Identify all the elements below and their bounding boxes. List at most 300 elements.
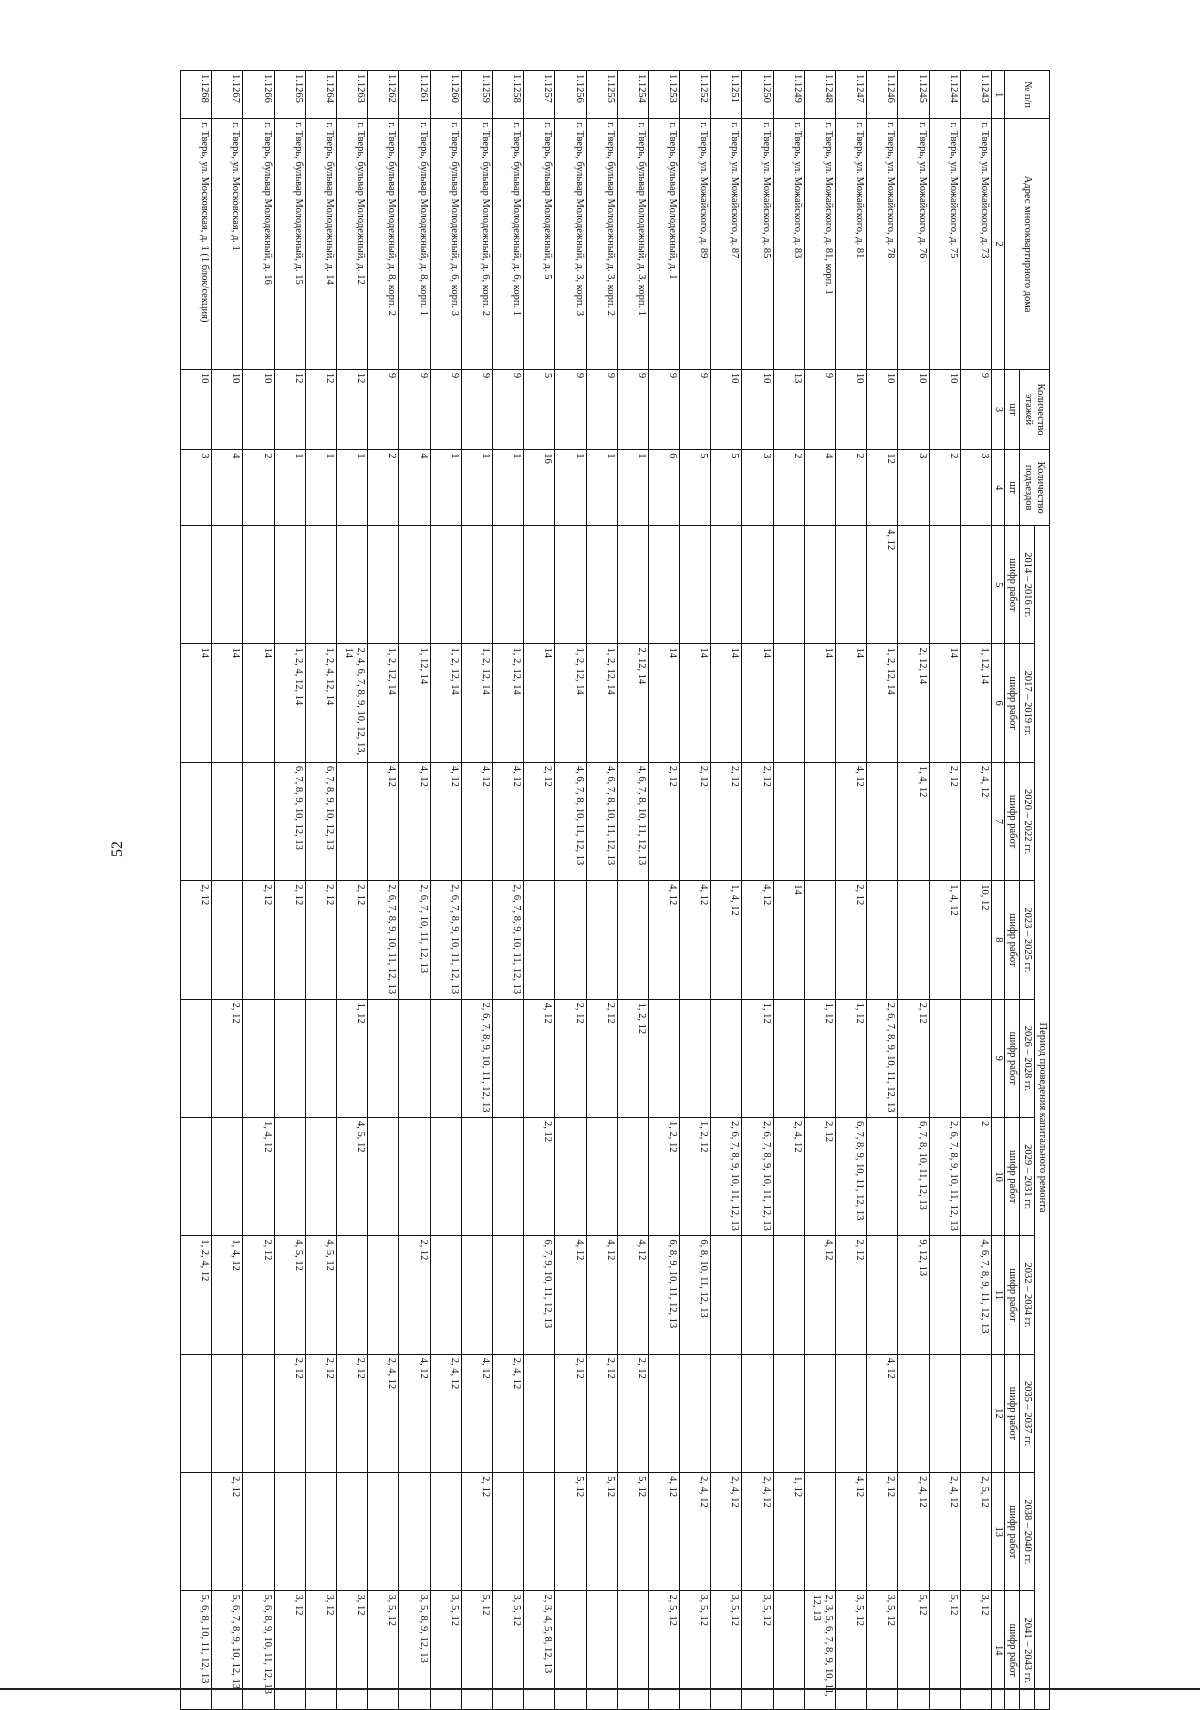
row-period-codes [804,1473,835,1591]
row-period-codes [493,1473,524,1591]
row-period-codes: 14 [804,644,835,762]
row-period-codes: 4, 12 [368,762,399,880]
header-period: 2017 – 2019 гг. [1020,644,1035,762]
header-unit-code: шифр работ [1005,1591,1020,1710]
row-period-codes: 1, 4, 12 [711,881,742,999]
row-period-codes [773,999,804,1117]
row-period-codes [461,1117,492,1235]
row-number: 1.1255 [586,71,617,119]
row-number: 1.1259 [461,71,492,119]
column-index: 7 [992,762,1005,880]
row-period-codes: 2, 6, 7, 8, 9, 10, 11, 12, 13 [493,881,524,999]
row-period-codes [773,1236,804,1354]
row-period-codes: 2, 12 [212,1473,243,1591]
row-floors: 9 [680,369,711,449]
row-period-codes: 1, 12, 14 [399,644,430,762]
row-entrances: 3 [960,450,991,526]
row-period-codes: 2, 4, 12 [680,1473,711,1591]
header-unit-floors: шт [1005,369,1020,449]
row-number: 1.1251 [711,71,742,119]
row-period-codes: 4, 5, 12 [305,1236,336,1354]
column-index: 2 [992,119,1005,370]
row-period-codes: 14 [648,644,679,762]
row-period-codes [430,1236,461,1354]
table-row [804,71,835,1710]
row-address: г. Тверь, ул. Можайского, д. 85 [742,119,773,370]
row-period-codes: 1, 2, 12, 14 [430,644,461,762]
row-entrances: 3 [742,450,773,526]
header-unit-code: шифр работ [1005,526,1020,644]
row-period-codes [274,999,305,1117]
row-period-codes: 14 [742,644,773,762]
header-period: 2029 – 2031 гг. [1020,1117,1035,1235]
row-period-codes [181,1117,212,1235]
row-period-codes: 2, 12 [337,1354,368,1472]
row-period-codes: 3, 5, 12 [711,1591,742,1710]
row-period-codes: 2, 6, 7, 8, 9, 10, 11, 12, 13 [461,999,492,1117]
row-period-codes [898,526,929,644]
row-period-codes: 4, 5, 12 [274,1236,305,1354]
row-floors: 10 [898,369,929,449]
row-period-codes: 2, 12 [617,1354,648,1472]
row-period-codes: 2, 12 [243,881,274,999]
row-period-codes: 2, 4, 12 [742,1473,773,1591]
row-period-codes: 4, 12 [742,881,773,999]
row-period-codes: 1, 2, 12 [680,1117,711,1235]
header-floors: Количество этажей [1020,369,1050,449]
row-period-codes [305,999,336,1117]
row-period-codes: 5, 12 [555,1473,586,1591]
row-period-codes [773,762,804,880]
row-period-codes: 4, 12 [867,526,898,644]
column-index: 8 [992,881,1005,999]
page-number: 52 [109,841,126,857]
row-period-codes: 14 [243,644,274,762]
header-unit-entrances: шт [1005,450,1020,526]
table-row [960,71,991,1710]
row-period-codes [430,1473,461,1591]
row-entrances: 1 [274,450,305,526]
row-number: 1.1250 [742,71,773,119]
row-address: г. Тверь, бульвар Молодежный, д. 8, корп. 2 [368,119,399,370]
table-row [305,71,336,1710]
table-row [524,71,555,1710]
row-period-codes: 4, 5, 12 [337,1117,368,1235]
row-number: 1.1261 [399,71,430,119]
row-period-codes: 14 [524,644,555,762]
row-number: 1.1265 [274,71,305,119]
row-period-codes: 6, 7, 8, 10, 11, 12, 13 [898,1117,929,1235]
row-period-codes [274,1473,305,1591]
table-row [711,71,742,1710]
table-row [461,71,492,1710]
row-entrances: 3 [898,450,929,526]
row-entrances: 2 [773,450,804,526]
row-entrances: 16 [524,450,555,526]
row-entrances: 2 [929,450,960,526]
row-period-codes: 2, 12, 14 [898,644,929,762]
row-period-codes: 3, 5, 8, 9, 12, 13 [399,1591,430,1710]
row-address: г. Тверь, бульвар Молодежный, д. 6, корп. 1 [493,119,524,370]
row-period-codes: 1, 4, 12 [898,762,929,880]
row-entrances: 1 [305,450,336,526]
table-row [867,71,898,1710]
row-period-codes [586,1117,617,1235]
row-number: 1.1256 [555,71,586,119]
row-period-codes: 5, 12 [461,1591,492,1710]
row-entrances: 4 [399,450,430,526]
row-period-codes [555,1591,586,1710]
row-floors: 9 [461,369,492,449]
row-period-codes: 4, 12 [524,999,555,1117]
header-period: 2035 – 2037 гг. [1020,1354,1035,1472]
row-period-codes: 14 [836,644,867,762]
row-period-codes [867,1236,898,1354]
row-period-codes [461,1236,492,1354]
header-unit-code: шифр работ [1005,1236,1020,1354]
table-row [274,71,305,1710]
row-floors: 9 [648,369,679,449]
row-address: г. Тверь, бульвар Молодежный, д. 14 [305,119,336,370]
row-period-codes: 3, 5, 12 [836,1591,867,1710]
row-period-codes [212,1117,243,1235]
row-floors: 9 [804,369,835,449]
row-period-codes [804,1354,835,1472]
row-floors: 13 [773,369,804,449]
row-period-codes: 2, 12 [555,999,586,1117]
row-period-codes [648,1354,679,1472]
row-period-codes: 6, 8, 10, 11, 12, 13 [680,1236,711,1354]
row-period-codes [305,526,336,644]
row-period-codes: 2, 6, 7, 8, 9, 10, 11, 12, 13 [368,881,399,999]
table-row [586,71,617,1710]
row-period-codes: 4, 12 [648,881,679,999]
row-period-codes [274,1117,305,1235]
table-row [368,71,399,1710]
row-period-codes [586,881,617,999]
row-period-codes: 3, 12 [274,1591,305,1710]
row-period-codes [493,1236,524,1354]
row-floors: 10 [181,369,212,449]
row-period-codes [181,999,212,1117]
row-period-codes [773,644,804,762]
row-period-codes: 1, 12 [836,999,867,1117]
row-address: г. Тверь, бульвар Молодежный, д. 3, корп. 3 [555,119,586,370]
row-period-codes: 1, 4, 12 [243,1117,274,1235]
row-number: 1.1257 [524,71,555,119]
table-body [181,71,992,1710]
row-period-codes [243,526,274,644]
row-period-codes [960,1354,991,1472]
row-period-codes: 4, 12 [804,1236,835,1354]
row-period-codes [212,1354,243,1472]
row-period-codes [243,999,274,1117]
row-period-codes: 4, 12 [836,1473,867,1591]
row-period-codes: 6, 7, 8, 9, 10, 11, 12, 13 [836,1117,867,1235]
row-floors: 9 [617,369,648,449]
row-period-codes: 2, 12 [461,1473,492,1591]
row-period-codes [711,526,742,644]
row-address: г. Тверь, ул. Можайского, д. 87 [711,119,742,370]
row-period-codes: 2, 3, 5, 6, 7, 8, 9, 10, 11, 12, 13 [804,1591,835,1710]
row-period-codes: 2, 12 [399,1236,430,1354]
row-period-codes [305,1473,336,1591]
row-period-codes: 1, 12 [742,999,773,1117]
row-floors: 10 [742,369,773,449]
row-period-codes: 2, 4, 6, 7, 8, 9, 10, 12, 13, 14 [337,644,368,762]
row-period-codes [680,1354,711,1472]
row-entrances: 1 [586,450,617,526]
row-period-codes [524,881,555,999]
row-period-codes: 1, 12 [773,1473,804,1591]
row-period-codes: 5, 6, 7, 8, 9, 10, 12, 13 [212,1591,243,1710]
row-entrances: 1 [617,450,648,526]
row-period-codes: 1, 2, 12, 14 [555,644,586,762]
row-period-codes: 5, 12 [898,1591,929,1710]
row-entrances: 1 [555,450,586,526]
row-period-codes [617,881,648,999]
column-index: 13 [992,1473,1005,1591]
row-entrances: 1 [337,450,368,526]
row-period-codes: 6, 7, 8, 9, 10, 12, 13 [274,762,305,880]
row-period-codes: 2, 12 [742,762,773,880]
row-period-codes [181,1354,212,1472]
row-period-codes [648,999,679,1117]
row-period-codes: 2, 12 [711,762,742,880]
row-period-codes [524,1473,555,1591]
row-period-codes: 2, 4, 12 [898,1473,929,1591]
row-period-codes [399,526,430,644]
row-number: 1.1252 [680,71,711,119]
row-number: 1.1263 [337,71,368,119]
row-period-codes: 2, 4, 12 [773,1117,804,1235]
row-period-codes: 1, 12 [804,999,835,1117]
row-number: 1.1245 [898,71,929,119]
row-period-codes [212,881,243,999]
row-period-codes: 1, 12, 14 [960,644,991,762]
header-unit-code: шифр работ [1005,1117,1020,1235]
row-period-codes: 2, 4, 12 [430,1354,461,1472]
row-address: г. Тверь, ул. Можайского, д. 83 [773,119,804,370]
table-row [399,71,430,1710]
row-period-codes [399,1473,430,1591]
row-period-codes: 2, 12 [181,881,212,999]
row-period-codes [867,1117,898,1235]
row-period-codes: 2, 12 [586,1354,617,1472]
row-period-codes [493,999,524,1117]
row-period-codes [960,526,991,644]
row-period-codes [586,1591,617,1710]
row-period-codes: 2, 4, 12 [711,1473,742,1591]
row-address: г. Тверь, ул. Московская, д. 1 [212,119,243,370]
row-period-codes: 14 [711,644,742,762]
row-number: 1.1247 [836,71,867,119]
row-period-codes [305,1117,336,1235]
row-period-codes: 1, 2, 12, 14 [368,644,399,762]
row-period-codes: 3, 5, 12 [368,1591,399,1710]
row-number: 1.1254 [617,71,648,119]
row-period-codes: 2, 12 [836,881,867,999]
row-period-codes: 2, 5, 12 [960,1473,991,1591]
row-period-codes [929,526,960,644]
row-address: г. Тверь, ул. Можайского, д. 76 [898,119,929,370]
row-period-codes: 4, 12 [586,1236,617,1354]
row-period-codes [773,1591,804,1710]
row-period-codes: 3, 5, 12 [430,1591,461,1710]
row-period-codes: 4, 12 [555,1236,586,1354]
row-entrances: 1 [493,450,524,526]
row-period-codes: 1, 2, 4, 12 [181,1236,212,1354]
row-period-codes [430,1117,461,1235]
row-period-codes: 2, 5, 12 [648,1591,679,1710]
row-period-codes [929,1354,960,1472]
row-number: 1.1268 [181,71,212,119]
row-address: г. Тверь, ул. Можайского, д. 73 [960,119,991,370]
row-floors: 10 [243,369,274,449]
row-period-codes [742,1354,773,1472]
row-period-codes: 3, 12 [337,1591,368,1710]
table-row [648,71,679,1710]
header-entrances: Количество подъездов [1020,450,1050,526]
row-period-codes: 2, 6, 7, 10, 11, 12, 13 [399,881,430,999]
row-period-codes [711,999,742,1117]
row-period-codes: 4, 12 [617,1236,648,1354]
row-address: г. Тверь, бульвар Молодежный, д. 15 [274,119,305,370]
header-unit-code: шифр работ [1005,762,1020,880]
row-period-codes [867,881,898,999]
table-row [742,71,773,1710]
row-floors: 12 [337,369,368,449]
row-period-codes [337,1473,368,1591]
header-period: 2023 – 2025 гг. [1020,881,1035,999]
row-entrances: 6 [648,450,679,526]
row-period-codes: 3, 5, 12 [867,1591,898,1710]
row-address: г. Тверь, ул. Можайского, д. 78 [867,119,898,370]
row-period-codes [368,526,399,644]
row-period-codes: 2, 12 [305,1354,336,1472]
row-period-codes: 2, 12 [648,762,679,880]
row-period-codes: 3, 5, 12 [742,1591,773,1710]
row-period-codes: 1, 4, 12 [929,881,960,999]
row-period-codes: 1, 2, 12, 14 [586,644,617,762]
row-period-codes: 14 [181,644,212,762]
row-period-codes: 14 [773,881,804,999]
header-period: 2041 – 2043 гг. [1020,1591,1035,1710]
row-floors: 10 [711,369,742,449]
row-period-codes: 2, 4, 12 [960,762,991,880]
table-row [555,71,586,1710]
row-period-codes [648,526,679,644]
row-period-codes [243,762,274,880]
row-period-codes [773,1354,804,1472]
row-period-codes [212,526,243,644]
row-period-codes [368,999,399,1117]
row-period-codes: 2, 12 [524,762,555,880]
column-index: 12 [992,1354,1005,1472]
row-period-codes: 4, 12 [399,762,430,880]
row-period-codes [929,999,960,1117]
row-period-codes: 2, 12 [929,762,960,880]
row-period-codes [960,999,991,1117]
row-period-codes [430,999,461,1117]
row-floors: 9 [368,369,399,449]
row-period-codes: 4, 12 [461,762,492,880]
header-unit-code: шифр работ [1005,644,1020,762]
row-period-codes: 4, 12 [461,1354,492,1472]
row-period-codes [617,1117,648,1235]
header-period-title: Период проведения капитального ремонта [1035,526,1050,1710]
row-period-codes: 2, 12 [243,1236,274,1354]
row-period-codes: 2, 12 [274,881,305,999]
row-period-codes [274,526,305,644]
row-number: 1.1244 [929,71,960,119]
row-period-codes: 1, 2, 4, 12, 14 [274,644,305,762]
row-period-codes [898,881,929,999]
table-row [430,71,461,1710]
row-number: 1.1267 [212,71,243,119]
column-index: 4 [992,450,1005,526]
row-floors: 9 [586,369,617,449]
row-period-codes [867,762,898,880]
row-floors: 10 [867,369,898,449]
row-period-codes: 2, 6, 7, 8, 9, 10, 11, 12, 13 [430,881,461,999]
row-period-codes: 2, 12 [555,1354,586,1472]
row-floors: 10 [212,369,243,449]
row-period-codes: 4, 12 [493,762,524,880]
row-period-codes [836,526,867,644]
row-floors: 10 [929,369,960,449]
row-period-codes: 6, 7, 9, 10, 11, 12, 13 [524,1236,555,1354]
row-entrances: 2 [836,450,867,526]
row-period-codes [461,881,492,999]
row-floors: 9 [399,369,430,449]
row-period-codes: 5, 12 [617,1473,648,1591]
table-row [212,71,243,1710]
row-address: г. Тверь, ул. Можайского, д. 81 [836,119,867,370]
row-period-codes: 1, 2, 12, 14 [461,644,492,762]
row-period-codes: 4, 12 [836,762,867,880]
row-period-codes [836,1354,867,1472]
row-number: 1.1266 [243,71,274,119]
row-period-codes [337,526,368,644]
header-period: 2014 – 2016 гг. [1020,526,1035,644]
row-period-codes: 1, 2, 12, 14 [867,644,898,762]
row-number: 1.1249 [773,71,804,119]
capital-repair-table [180,70,1050,1710]
row-period-codes: 2, 6, 7, 8, 9, 10, 11, 12, 13 [867,999,898,1117]
row-period-codes [430,526,461,644]
row-period-codes: 1, 4, 12 [212,1236,243,1354]
row-period-codes [929,1236,960,1354]
row-period-codes: 2, 4, 12 [493,1354,524,1472]
row-period-codes: 2, 12 [274,1354,305,1472]
row-period-codes: 3, 12 [305,1591,336,1710]
row-period-codes: 1, 2, 12, 14 [493,644,524,762]
row-period-codes: 2, 12 [680,762,711,880]
row-period-codes [555,1117,586,1235]
row-period-codes [742,526,773,644]
row-entrances: 1 [461,450,492,526]
row-period-codes: 2, 6, 7, 8, 9, 10, 11, 12, 13 [742,1117,773,1235]
row-entrances: 1 [430,450,461,526]
row-period-codes [617,1591,648,1710]
row-period-codes: 2, 12 [836,1236,867,1354]
header-unit-code: шифр работ [1005,881,1020,999]
row-period-codes: 4, 12 [399,1354,430,1472]
row-floors: 12 [305,369,336,449]
row-period-codes: 14 [929,644,960,762]
row-period-codes [337,1236,368,1354]
